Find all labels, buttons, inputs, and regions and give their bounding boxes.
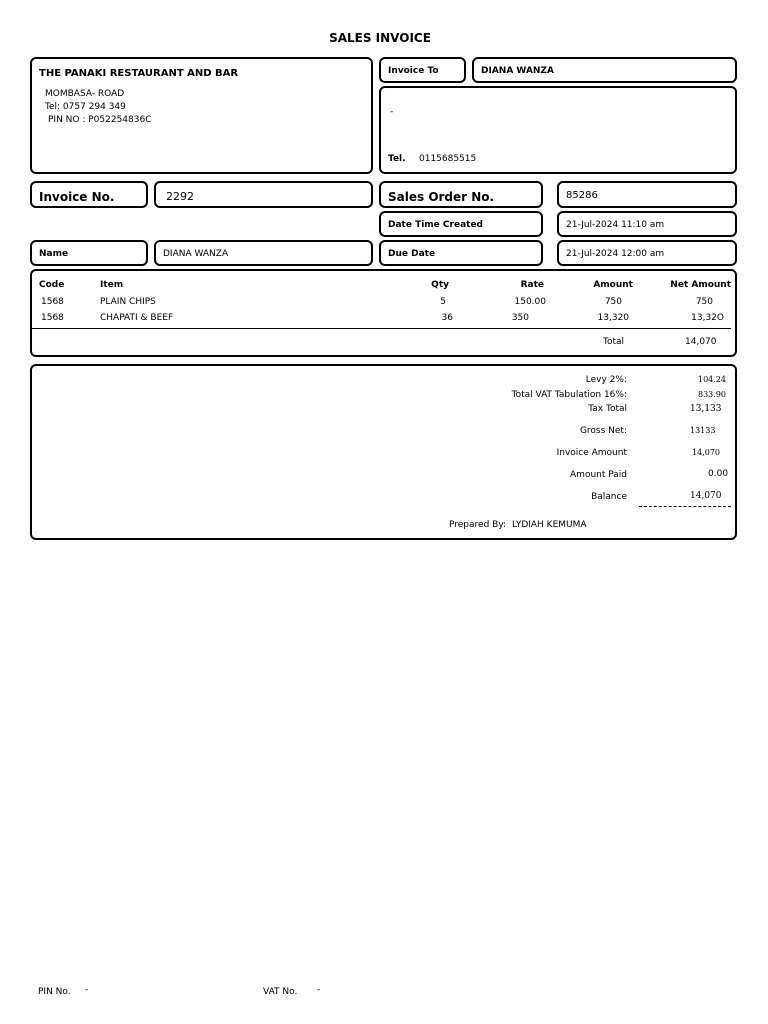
date-created-label: Date Time Created	[388, 220, 483, 230]
row2-code: 1568	[41, 313, 64, 323]
due-date-label-box	[379, 240, 543, 266]
name-value-box	[154, 240, 373, 266]
col-header-code: Code	[39, 280, 65, 290]
prepared-by-label: Prepared By:	[449, 520, 507, 530]
prepared-by-value: LYDIAH KEMUMA	[512, 520, 587, 530]
invoice-no-value-box	[154, 181, 373, 208]
row1-qty: 5	[440, 297, 446, 307]
balance-label: Balance	[591, 492, 627, 502]
company-address: MOMBASA- ROAD	[45, 89, 125, 99]
total-label: Total	[603, 337, 625, 347]
items-table	[30, 269, 737, 357]
name-label-box	[30, 240, 148, 266]
row2-rate: 350	[511, 313, 529, 323]
balance-dashed-line	[639, 506, 731, 507]
col-header-qty: Qty	[431, 280, 449, 290]
company-box	[30, 57, 373, 174]
row1-code: 1568	[41, 297, 64, 307]
row2-amount: 13,320	[597, 313, 629, 323]
invoice-amount-value: 14,070	[692, 448, 720, 457]
sales-order-value: 85286	[566, 190, 598, 201]
invoice-to-label-box	[379, 57, 466, 83]
tax-total-label: Tax Total	[588, 404, 627, 414]
sales-order-value-box	[557, 181, 737, 208]
row1-amount: 750	[604, 297, 622, 307]
date-created-label-box	[379, 211, 543, 237]
footer-pin-value: -	[85, 985, 89, 995]
vat-value: 833.90	[698, 390, 726, 399]
footer-vat-value: -	[317, 985, 321, 995]
invoice-to-name-box	[472, 57, 737, 83]
footer-vat-label: VAT No.	[263, 987, 298, 997]
row1-net: 750	[695, 297, 713, 307]
company-tel: Tel: 0757 294 349	[45, 102, 126, 112]
date-created-value: 21-Jul-2024 11:10 am	[566, 220, 665, 230]
sales-order-label-box	[379, 181, 543, 208]
row2-item: CHAPATI & BEEF	[100, 313, 174, 323]
invoice-no-value: 2292	[166, 190, 194, 203]
total-value: 14,070	[685, 337, 717, 347]
invoice-amount-label: Invoice Amount	[556, 448, 627, 458]
amount-paid-value: 0.00	[708, 469, 729, 479]
name-value: DIANA WANZA	[163, 249, 229, 259]
gross-net-value: 13133	[690, 426, 716, 435]
invoice-no-label-box	[30, 181, 148, 208]
due-date-value-box	[557, 240, 737, 266]
col-header-amount: Amount	[593, 280, 633, 290]
name-label: Name	[39, 249, 69, 259]
levy-value: 104.24	[698, 375, 726, 384]
customer-address-box	[379, 86, 737, 174]
footer-pin-label: PIN No.	[38, 987, 71, 997]
row2-qty: 36	[441, 313, 453, 323]
summary-box	[30, 364, 737, 540]
customer-tel-label: Tel.	[388, 154, 406, 164]
vat-label: Total VAT Tabulation 16%:	[511, 390, 627, 400]
levy-label: Levy 2%:	[585, 375, 627, 385]
col-header-rate: Rate	[520, 280, 544, 290]
company-name: THE PANAKI RESTAURANT AND BAR	[39, 68, 239, 79]
due-date-value: 21-Jul-2024 12:00 am	[566, 249, 665, 259]
table-divider	[32, 328, 731, 329]
row1-rate: 150.00	[514, 297, 546, 307]
invoice-no-label: Invoice No.	[39, 190, 115, 204]
customer-address: -	[390, 107, 394, 117]
customer-tel: 0115685515	[419, 154, 477, 164]
row2-net: 13,32O	[691, 313, 724, 323]
page-title: SALES INVOICE	[329, 31, 431, 45]
row1-item: PLAIN CHIPS	[100, 297, 156, 307]
due-date-label: Due Date	[388, 249, 436, 259]
col-header-item: Item	[100, 280, 124, 290]
tax-total-value: 13,133	[690, 404, 722, 414]
col-header-net: Net Amount	[670, 280, 731, 290]
sales-order-label: Sales Order No.	[388, 190, 495, 204]
date-created-value-box	[557, 211, 737, 237]
company-pin: PIN NO : P052254836C	[48, 115, 152, 125]
invoice-to-label: Invoice To	[388, 66, 439, 76]
amount-paid-label: Amount Paid	[570, 470, 627, 480]
invoice-to-name: DIANA WANZA	[481, 66, 554, 76]
balance-value: 14,070	[690, 491, 722, 501]
gross-net-label: Gross Net:	[579, 426, 627, 436]
